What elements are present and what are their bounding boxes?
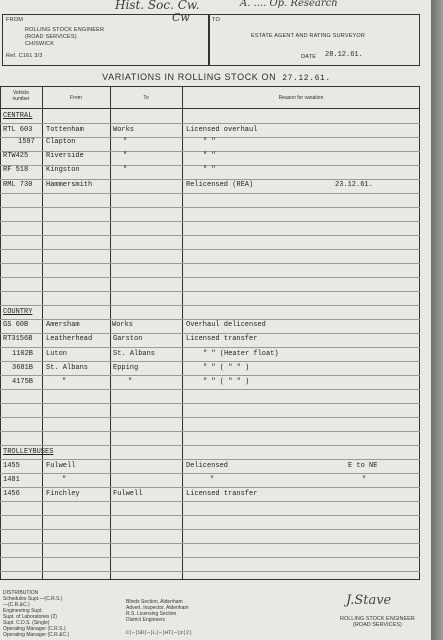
ruled-line <box>0 459 420 460</box>
page-title <box>0 72 433 83</box>
ruled-line <box>0 207 420 208</box>
table-row-reason: Delicensed <box>186 462 229 470</box>
ruled-line <box>0 417 420 418</box>
table-row-vehicle: RTL 603 <box>3 126 33 134</box>
ruled-line <box>0 263 420 264</box>
from-box <box>2 14 210 66</box>
section-heading-trolleybuses: TROLLEYBUSES <box>3 448 54 456</box>
handwritten-note-cw: Cw <box>172 11 190 24</box>
table-row-to: Garston <box>113 335 143 343</box>
table-row-reason: " " ( " " ) <box>203 378 250 386</box>
table-row-vehicle: RF 518 <box>3 166 29 174</box>
ruled-line <box>0 473 420 474</box>
table-row-vehicle: 4175B <box>12 378 34 386</box>
distribution-block-middle: Blinds Section, Aldenham Advert. Inspector, Aldenham R.S. Licensing Section District Engineers <box>126 599 189 623</box>
table-row-reason: Overhaul delicensed <box>186 321 266 329</box>
table-row-from: Riverside <box>46 152 84 160</box>
ruled-line <box>0 487 420 488</box>
table-row-to: " <box>128 378 133 386</box>
ruled-line <box>0 389 420 390</box>
table-row-from: Luton <box>46 350 68 358</box>
table-row-from: Kingston <box>46 166 80 174</box>
to-recipient: ESTATE AGENT AND RATING SURVEYOR <box>251 33 366 39</box>
table-row-reason: " " <box>203 166 216 174</box>
table-row-vehicle: GS 60B <box>3 321 29 329</box>
section-heading-country: COUNTRY <box>3 308 33 316</box>
table-row-from: St. Albans <box>46 364 89 372</box>
distribution-codes: C(—)SD(—)L(—)HT(—)z(2) <box>126 630 193 636</box>
table-row-to: " <box>123 152 128 160</box>
ruled-line <box>0 123 420 124</box>
table-row-from: Clapton <box>46 138 76 146</box>
table-row-date: 23.12.61. <box>335 181 373 189</box>
ruled-line <box>0 375 420 376</box>
table-row-reason: " " <box>203 152 216 160</box>
handwritten-signature: J.Stave <box>346 593 392 608</box>
table-row-from: Finchley <box>46 490 80 498</box>
table-row-to: " <box>123 138 128 146</box>
from-line-3: CHISWICK <box>25 41 55 47</box>
table-row-from: " <box>62 476 67 484</box>
title-date: 27.12.61. <box>282 74 331 83</box>
ruled-line <box>0 333 420 334</box>
table-row-to: " <box>123 166 128 174</box>
ruled-line <box>0 501 420 502</box>
ruled-line <box>0 557 420 558</box>
distribution-block-left: DISTRIBUTION Schedules Supt.—(C.R.S.) —(C.R.&C.) Engineering Supt. Supt. of Laboratories (2) Supt. C.D.S. (Single) Operating Manager (C.R.S.) Operating Manager (C.R.&C.) <box>3 590 70 638</box>
table-row-from: Fulwell <box>46 462 76 470</box>
ruled-line <box>0 277 420 278</box>
ruled-line <box>0 445 420 446</box>
ruled-line <box>0 529 420 530</box>
table-row-reason: Licensed transfer <box>186 490 258 498</box>
table-row-vehicle: 1455 <box>3 462 20 470</box>
table-row-reason: Licensed transfer <box>186 335 258 343</box>
table-row-from: Tottenham <box>46 126 84 134</box>
ruled-line <box>0 319 420 320</box>
table-row-vehicle: 1456 <box>3 490 20 498</box>
handwritten-note-left: Hist. Soc. Cw. <box>115 0 200 12</box>
ruled-line <box>0 347 420 348</box>
handwritten-note-right: A. .... Op. Research <box>240 0 338 9</box>
table-row-to: Works <box>112 321 134 329</box>
table-row-to: Fulwell <box>113 490 143 498</box>
to-box <box>208 14 420 66</box>
from-line-2: (ROAD SERVICES) <box>25 34 77 40</box>
col-header-vehicle: Vehicle number <box>12 90 30 102</box>
table-row-reason: " <box>210 476 215 484</box>
col-header-from: From <box>70 95 82 101</box>
table-row-reason: Licensed overhaul <box>186 126 258 134</box>
table-row-reason: " " ( " " ) <box>203 364 250 372</box>
table-row-vehicle: 3681B <box>12 364 34 372</box>
table-row-to: Works <box>113 126 135 134</box>
ruled-line <box>0 291 420 292</box>
from-ref: Ref. C161 3/3 <box>6 53 43 59</box>
date-label: DATE <box>301 54 317 60</box>
to-label: TO <box>212 17 220 23</box>
ruled-line <box>0 179 420 180</box>
table-row-vehicle: RML 730 <box>3 181 33 189</box>
table-row-reason: " " (Heater float) <box>203 350 279 358</box>
from-label: FROM <box>6 17 23 23</box>
ruled-line <box>0 193 420 194</box>
ruled-line <box>0 515 420 516</box>
ruled-line <box>0 235 420 236</box>
table-row-to: St. Albans <box>113 350 156 358</box>
ruled-line <box>0 361 420 362</box>
variations-table <box>0 86 420 580</box>
table-row-vehicle: RT3156B <box>3 335 33 343</box>
table-row-from: " <box>62 378 67 386</box>
ruled-line <box>0 305 420 306</box>
signatory-title: ROLLING STOCK ENGINEER (ROAD SERVICES) <box>340 616 415 628</box>
ruled-line <box>0 249 420 250</box>
ruled-line <box>0 543 420 544</box>
table-row-from: Hammersmith <box>46 181 93 189</box>
table-row-extra: E to NE <box>348 462 378 470</box>
table-row-reason: " " <box>203 138 216 146</box>
table-row-from: Amersham <box>46 321 80 329</box>
section-heading-central: CENTRAL <box>3 112 33 120</box>
table-row-extra: " <box>362 476 367 484</box>
ruled-line <box>0 431 420 432</box>
from-line-1: ROLLING STOCK ENGINEER <box>25 27 105 33</box>
ruled-line <box>0 403 420 404</box>
col-header-reason: Reason for variation <box>278 95 324 101</box>
table-row-vehicle: 1102B <box>12 350 34 358</box>
table-row-to: Epping <box>113 364 139 372</box>
table-row-reason: Relicensed (REA) <box>186 181 254 189</box>
header-date: 28.12.61. <box>325 51 363 59</box>
table-row-vehicle: 1481 <box>3 476 20 484</box>
page-edge <box>431 0 443 640</box>
table-row-from: Leatherhead <box>46 335 93 343</box>
title-text: VARIATIONS IN ROLLING STOCK ON <box>102 72 277 82</box>
ruled-line <box>0 221 420 222</box>
col-header-to: To <box>143 95 149 101</box>
table-row-vehicle: 1597 <box>18 138 35 146</box>
table-row-vehicle: RTW425 <box>3 152 29 160</box>
ruled-line <box>0 571 420 572</box>
